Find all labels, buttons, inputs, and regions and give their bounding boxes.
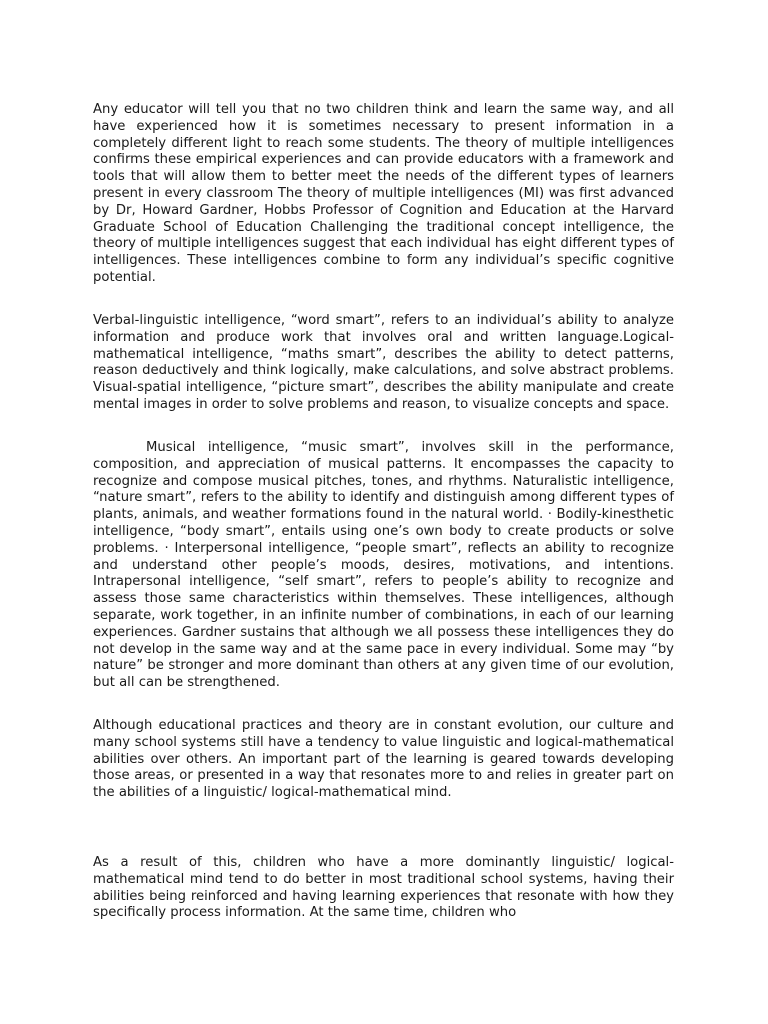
paragraph-educational-practices: Although educational practices and theory are in constant evolution, our culture and many school systems still have a tendency to value linguistic and logical-mathematical abilities over others. An important part of the learning is geared towards developing those areas, or presented in a way that resonates more to and relies in greater part on the abilities of a linguistic/ logical-mathematical mind.: [93, 718, 674, 801]
paragraph-intro: Any educator will tell you that no two children think and learn the same way, and all have experienced how it is sometimes necessary to present information in a completely different light to reach some students. The theory of multiple intelligences confirms these empirical experiences and can provide educators with a framework and tools that will allow them to better meet the needs of the different types of learners present in every classroom The theory of multiple intelligences (MI) was first advanced by Dr, Howard Gardner, Hobbs Professor of Cognition and Education at the Harvard Graduate School of Education Challenging the traditional concept intelligence, the theory of multiple intelligences suggest that each individual has eight different types of intelligences. These intelligences combine to form any individual’s specific cognitive potential.: [93, 102, 674, 285]
paragraph-verbal-logical-visual: Verbal-linguistic intelligence, “word smart”, refers to an individual’s ability to analyze information and produce work that involves oral and written language.Logical-mathematical intelligence, “maths smart”, describes the ability to detect patterns, reason deductively and think logically, make calculations, and solve abstract problems. Visual-spatial intelligence, “picture smart”, describes the ability manipulate and create mental images in order to solve problems and reason, to visualize concepts and space.: [93, 313, 674, 412]
paragraph-result: As a result of this, children who have a more dominantly linguistic/ logical-mathematical mind tend to do better in most traditional school systems, having their abilities being reinforced and having learning experiences that resonate with how they specifically process information. At the same time, children who: [93, 855, 674, 921]
paragraph-musical-naturalistic-personal: Musical intelligence, “music smart”, involves skill in the performance, composition, and appreciation of musical patterns. It encompasses the capacity to recognize and compose musical pitches, tones, and rhythms. Naturalistic intelligence, “nature smart”, refers to the ability to identify and distinguish among different types of plants, animals, and weather formations found in the natural world. · Bodily-kinesthetic intelligence, “body smart”, entails using one’s own body to create products or solve problems. · Interpersonal intelligence, “people smart”, reflects an ability to recognize and understand other people’s moods, desires, motivations, and intentions. Intrapersonal intelligence, “self smart”, refers to people’s ability to recognize and assess those same characteristics within themselves. These intelligences, although separate, work together, in an infinite number of combinations, in each of our learning experiences. Gardner sustains that although we all possess these intelligences they do not develop in the same way and at the same pace in every individual. Some may “by nature” be stronger and more dominant than others at any given time of our evolution, but all can be strengthened.: [93, 440, 674, 691]
